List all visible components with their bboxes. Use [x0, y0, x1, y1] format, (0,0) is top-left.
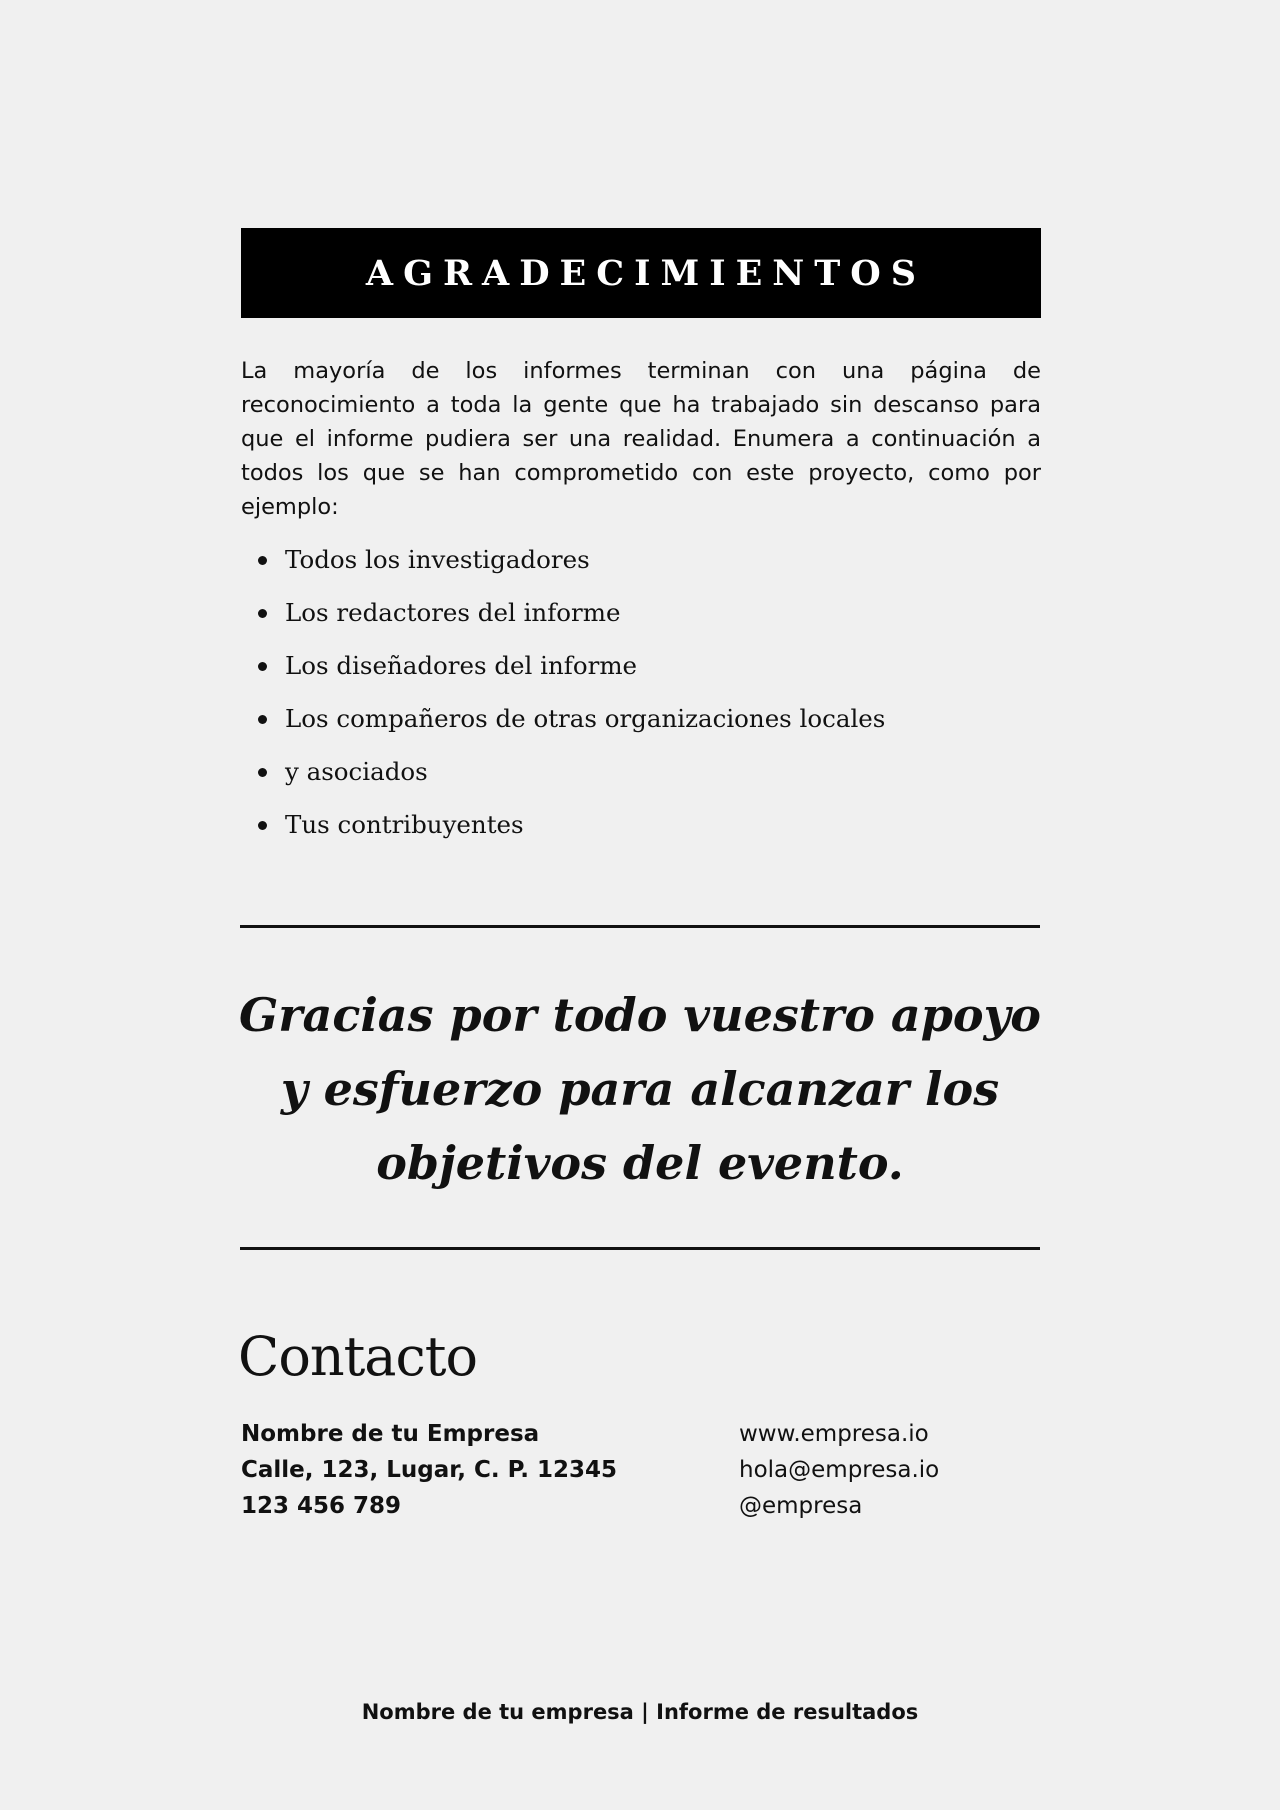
page-title: AGRADECIMIENTOS [365, 252, 927, 294]
list-item-label: Los redactores del informe [285, 598, 621, 627]
list-item [241, 538, 1041, 591]
quote-line: y esfuerzo para alcanzar los [280, 1062, 1000, 1116]
bullet-icon [258, 662, 267, 671]
company-social-handle: @empresa [739, 1493, 863, 1519]
list-item-label: Todos los investigadores [285, 545, 590, 574]
page-footer: Nombre de tu empresa | Informe de resultados [361, 1700, 919, 1724]
list-item-label: Los compañeros de otras organizaciones locales [285, 704, 886, 733]
company-phone: 123 456 789 [241, 1493, 402, 1519]
title-banner [241, 228, 1041, 318]
company-website: www.empresa.io [739, 1421, 929, 1447]
bullet-icon [258, 821, 267, 830]
quote-line: Gracias por todo vuestro apoyo [239, 988, 1041, 1042]
company-email: hola@empresa.io [739, 1457, 940, 1483]
intro-paragraph: La mayoría de los informes terminan con una página de reconocimiento a toda la gente que ha trabajado sin descanso para que el informe pudiera ser una realidad. Enumera a continuación a todos los que se han comprometido con este proyecto, como por ejemplo: [241, 358, 1041, 520]
list-item [241, 803, 1041, 856]
bullet-icon [258, 715, 267, 724]
list-item-label: Los diseñadores del informe [285, 651, 638, 680]
bullet-icon [258, 768, 267, 777]
list-item [241, 697, 1041, 750]
quote-line: objetivos del evento. [376, 1136, 904, 1190]
company-address: Calle, 123, Lugar, C. P. 12345 [241, 1457, 618, 1483]
list-item [241, 591, 1041, 644]
list-item-label: Tus contribuyentes [285, 810, 524, 839]
list-item [241, 644, 1041, 697]
acknowledgements-list [241, 538, 1041, 856]
bullet-icon [258, 609, 267, 618]
divider-top [240, 925, 1040, 928]
list-item-label: y asociados [285, 757, 428, 786]
company-name: Nombre de tu Empresa [241, 1421, 540, 1447]
list-item [241, 750, 1041, 803]
bullet-icon [258, 556, 267, 565]
divider-bottom [240, 1247, 1040, 1250]
thank-you-quote [220, 978, 1060, 1200]
contact-details [241, 1416, 617, 1524]
contact-online [739, 1416, 939, 1524]
contact-heading: Contacto [238, 1325, 477, 1388]
